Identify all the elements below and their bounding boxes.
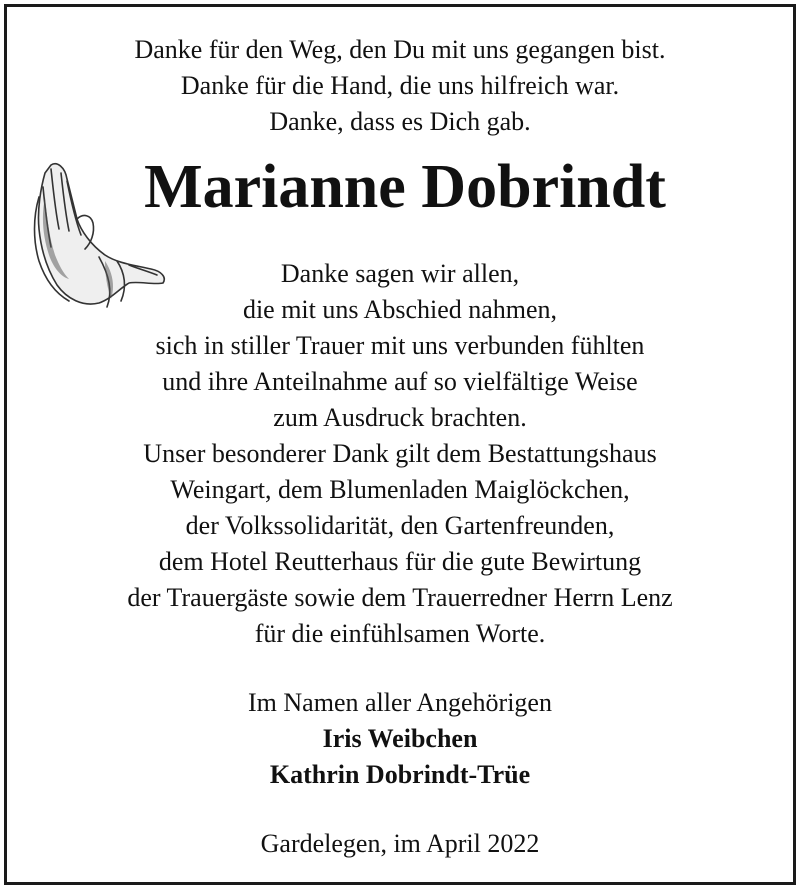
intro-line-1: Danke für den Weg, den Du mit uns gegangen bist. [134, 35, 666, 64]
signature-name-1: Iris Weibchen [322, 724, 478, 753]
body-line-4: und ihre Anteilnahme auf so vielfältige Weise [162, 367, 638, 396]
signature-intro: Im Namen aller Angehörigen [248, 688, 552, 717]
signature-name-2: Kathrin Dobrindt-Trüe [269, 760, 531, 789]
place-date: Gardelegen, im April 2022 [260, 829, 540, 858]
body-line-8: der Volkssolidarität, den Gartenfreunden, [185, 511, 615, 540]
body-line-2: die mit uns Abschied nahmen, [242, 295, 558, 324]
intro-line-3: Danke, dass es Dich gab. [269, 107, 531, 136]
obituary-frame [4, 4, 796, 885]
body-line-11: für die einfühlsamen Worte. [254, 619, 546, 648]
body-line-3: sich in stiller Trauer mit uns verbunden fühlten [155, 331, 645, 360]
body-line-1: Danke sagen wir allen, [280, 259, 520, 288]
body-line-5: zum Ausdruck brachten. [273, 403, 527, 432]
body-line-7: Weingart, dem Blumenladen Maiglöckchen, [170, 475, 630, 504]
body-line-10: der Trauergäste sowie dem Trauerredner Herrn Lenz [127, 583, 673, 612]
body-line-9: dem Hotel Reutterhaus für die gute Bewirtung [158, 547, 642, 576]
body-line-6: Unser besonderer Dank gilt dem Bestattungshaus [143, 439, 657, 468]
intro-line-2: Danke für die Hand, die uns hilfreich war. [180, 71, 620, 100]
deceased-name: Marianne Dobrindt [144, 153, 666, 221]
